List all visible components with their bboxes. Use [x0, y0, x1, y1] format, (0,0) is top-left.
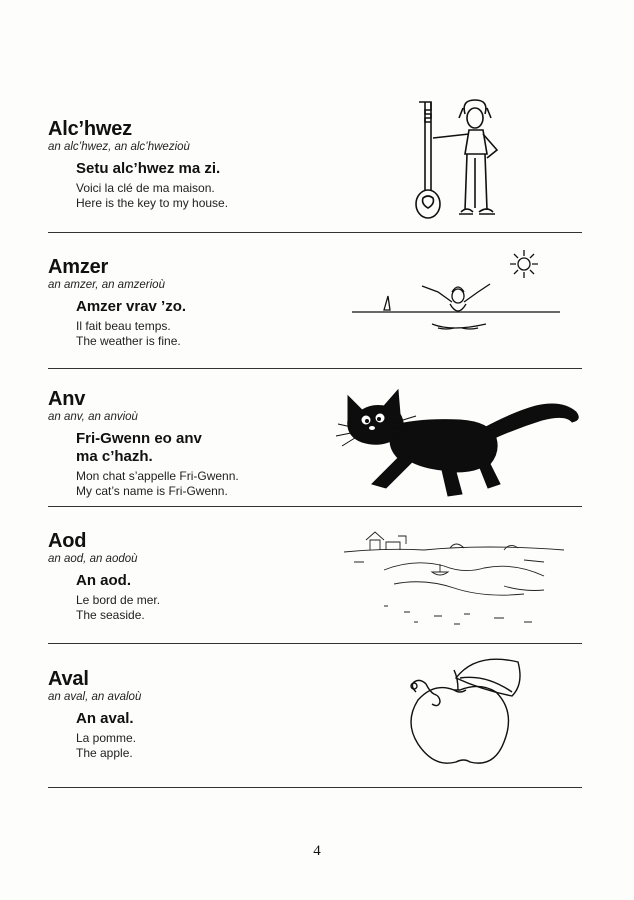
english-translation: The apple. [76, 746, 133, 760]
apple-worm-illustration [404, 656, 528, 768]
english-translation: My cat’s name is Fri-Gwenn. [76, 484, 228, 498]
example-phrase-line-1: Fri-Gwenn eo anv [76, 430, 202, 447]
seaside-illustration [344, 526, 570, 632]
word-forms: an amzer, an amzerioù [48, 279, 165, 291]
page-number: 4 [313, 843, 321, 859]
headword: Amzer [48, 256, 109, 278]
french-translation: Voici la clé de ma maison. [76, 181, 215, 195]
key-person-illustration [405, 96, 515, 222]
example-phrase: An aval. [76, 710, 134, 727]
english-translation: The weather is fine. [76, 334, 181, 348]
word-forms: an anv, an anvioù [48, 411, 138, 423]
divider [48, 643, 582, 644]
example-phrase: Setu alc’hwez ma zi. [76, 160, 221, 177]
divider [48, 506, 582, 507]
example-phrase-line-2: ma c’hazh. [76, 448, 153, 465]
divider [48, 787, 582, 788]
black-cat-illustration [334, 376, 584, 498]
french-translation: Le bord de mer. [76, 593, 161, 607]
divider [48, 232, 582, 233]
word-forms: an aod, an aodoù [48, 553, 138, 565]
divider [48, 368, 582, 369]
french-translation: La pomme. [76, 731, 137, 745]
swimmer-sun-illustration [352, 246, 562, 332]
headword: Aval [48, 668, 89, 690]
headword: Anv [48, 388, 86, 410]
headword: Aod [48, 530, 87, 552]
french-translation: Il fait beau temps. [76, 319, 171, 333]
word-forms: an aval, an avaloù [48, 691, 142, 703]
example-phrase: An aod. [76, 572, 131, 589]
french-translation: Mon chat s’appelle Fri-Gwenn. [76, 469, 239, 483]
english-translation: The seaside. [76, 608, 145, 622]
headword: Alc’hwez [48, 118, 132, 140]
example-phrase: Amzer vrav ’zo. [76, 298, 187, 315]
english-translation: Here is the key to my house. [76, 196, 229, 210]
word-forms: an alc’hwez, an alc’hwezioù [48, 141, 190, 153]
